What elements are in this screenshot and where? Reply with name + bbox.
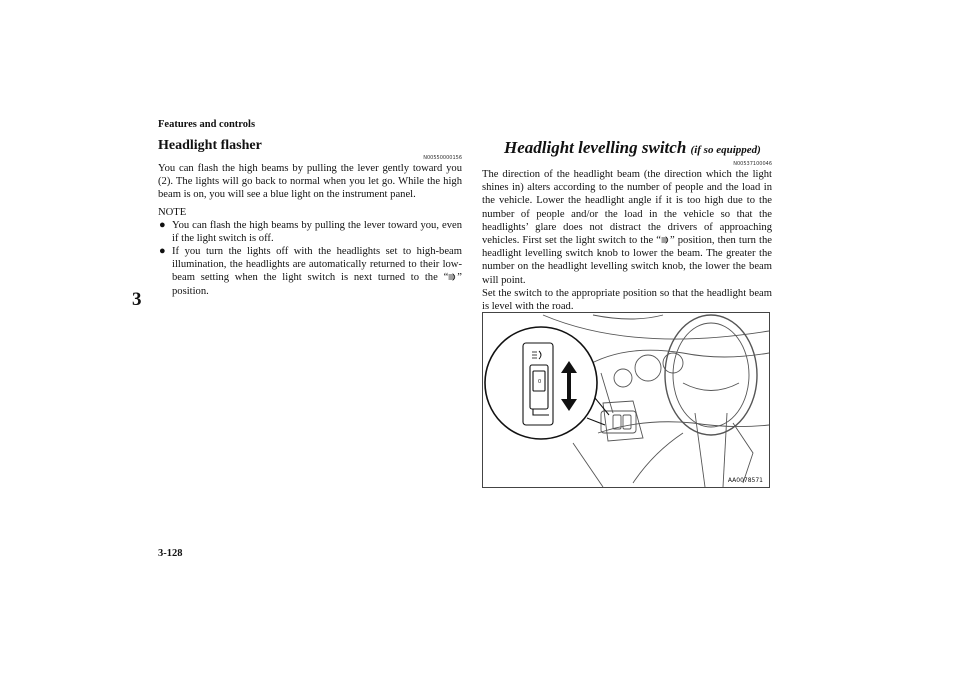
levelling-body-after: ” position, then turn the headlight levelling switch knob to lower the beam. The greater the number on the headlight levelling switch knob, the lower the beam will point. bbox=[482, 235, 772, 286]
levelling-heading-text: Headlight levelling switch bbox=[504, 138, 687, 157]
bullet-icon: ● bbox=[159, 245, 166, 258]
levelling-heading bbox=[504, 137, 772, 161]
note-list bbox=[158, 219, 462, 298]
bullet-icon: ● bbox=[159, 218, 166, 231]
note-text-before: If you turn the lights off with the headlights set to high-beam illumination, the headlights are automatically returned to their low-beam setting when the light switch is next turned to the “ bbox=[172, 246, 462, 284]
note-item bbox=[158, 245, 462, 298]
note-text: You can flash the high beams by pulling the lever toward you, even if the light switch is off. bbox=[172, 219, 462, 244]
note-text-after: ” position. bbox=[172, 272, 462, 297]
note-item bbox=[158, 219, 462, 245]
headlight-levelling-section bbox=[482, 137, 772, 313]
note-label: NOTE bbox=[158, 206, 187, 218]
section-header: Features and controls bbox=[158, 119, 256, 130]
flasher-heading: Headlight flasher bbox=[158, 138, 262, 153]
svg-text:0: 0 bbox=[538, 379, 542, 385]
headlight-flasher-section bbox=[158, 137, 462, 298]
page-number: 3-128 bbox=[158, 548, 183, 559]
flasher-body: You can flash the high beams by pulling the lever gently toward you (2). The lights will go back to normal when you let go. While the high beam is on, you will see a blue light on the instrument panel. bbox=[158, 163, 462, 201]
headlight-icon bbox=[448, 272, 457, 280]
levelling-heading-suffix: (if so equipped) bbox=[690, 144, 761, 156]
levelling-body-before: The direction of the headlight beam (the direction which the light shines in) alters according to the number of people and the load in the vehicle. Lower the headlight angle if it is too high due to the number of people and/or the load in the vehicle so that the headlights’ glare does not distract the drivers of approaching vehicles. First set the light switch to the “ bbox=[482, 169, 772, 247]
levelling-body-2: Set the switch to the appropriate position so that the headlight beam is level with the road. bbox=[482, 287, 772, 313]
dashboard-drawing bbox=[483, 313, 769, 487]
chapter-tab: 3 bbox=[132, 289, 142, 310]
headlight-icon bbox=[661, 235, 670, 243]
levelling-body bbox=[482, 168, 772, 287]
levelling-reference-code: N00537100046 bbox=[733, 161, 772, 167]
flasher-reference-code: N00550000156 bbox=[423, 155, 462, 161]
figure-code: AA0078571 bbox=[727, 477, 763, 484]
levelling-switch-illustration bbox=[482, 312, 770, 488]
